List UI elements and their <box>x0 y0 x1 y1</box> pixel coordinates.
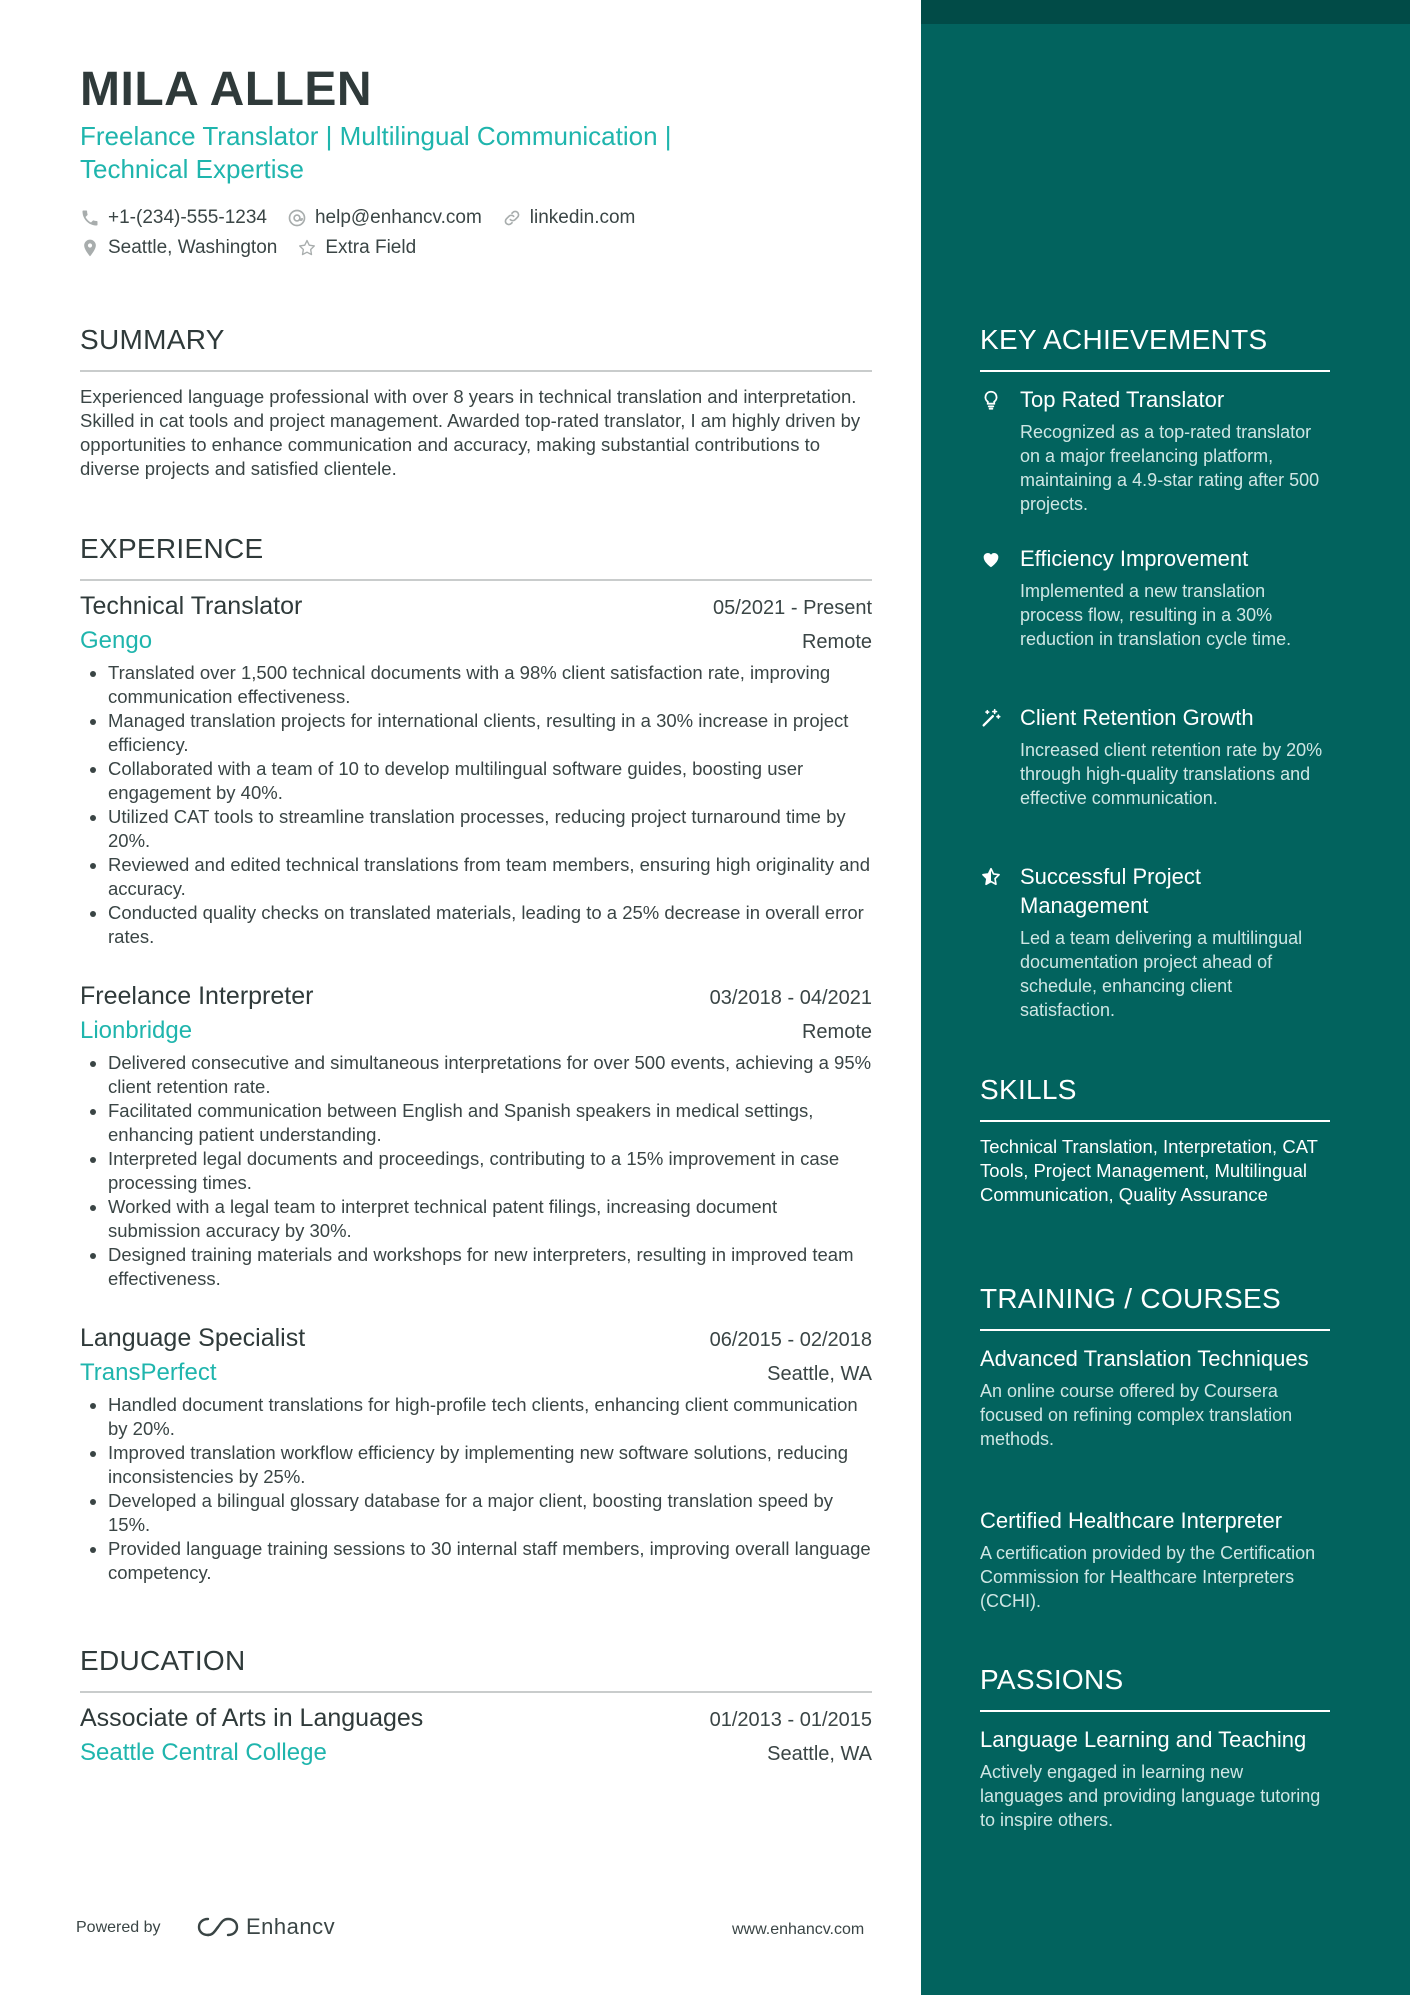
achievement-item <box>980 703 1330 810</box>
job-bullets <box>80 661 872 949</box>
lightbulb-icon <box>980 389 1002 411</box>
headline: Freelance Translator | Multilingual Communication | Technical Expertise <box>80 121 672 184</box>
job-bullet: • Developed a bilingual glossary database for a major client, boosting translation speed by 15%. <box>108 1489 872 1537</box>
enhancv-logo-icon <box>196 1915 240 1939</box>
achievements-divider <box>980 370 1330 372</box>
passion-desc: Actively engaged in learning new languages and providing language tutoring to inspire others. <box>980 1762 1321 1830</box>
job-bullet: • Designed training materials and workshops for new interpreters, resulting in improved team effectiveness. <box>108 1243 872 1291</box>
training-desc: An online course offered by Coursera focused on refining complex translation methods. <box>980 1381 1293 1449</box>
education-location: Seattle, WA <box>767 1743 872 1765</box>
job-bullet: • Collaborated with a team of 10 to develop multilingual software guides, boosting user engagement by 40%. <box>108 757 872 805</box>
achievement-item <box>980 544 1330 651</box>
job-bullet: • Handled document translations for high-profile tech clients, enhancing client communication by 20%. <box>108 1393 872 1441</box>
job-location: Remote <box>801 1021 872 1043</box>
contact-email[interactable] <box>287 207 482 229</box>
enhancv-logo[interactable] <box>196 1914 335 1940</box>
job-bullets <box>80 1393 872 1585</box>
summary-text: Experienced language professional with over 8 years in technical translation and interpretation. Skilled in cat tools and project management. Awarded top-rated translator, I am highly driven by opportunities to enhance communication and accuracy, making substantial contributions to diverse projects and satisfied clientele. <box>80 386 861 479</box>
enhancv-brand: Enhancv <box>246 1914 336 1939</box>
job-title: Language Specialist <box>80 1324 306 1352</box>
magic-wand-icon <box>980 707 1002 729</box>
job-date: 03/2018 - 04/2021 <box>709 987 872 1009</box>
contact-extra <box>297 237 416 259</box>
achievement-desc: Led a team delivering a multilingual documentation project ahead of schedule, enhancing client satisfaction. <box>1020 928 1303 1020</box>
achievement-desc: Recognized as a top-rated translator on a major freelancing platform, maintaining a 4.9-star rating after 500 projects. <box>1020 422 1320 514</box>
phone-text: +1-(234)-555-1234 <box>108 207 267 228</box>
passions-heading: PASSIONS <box>980 1664 1124 1695</box>
degree: Associate of Arts in Languages <box>80 1704 424 1732</box>
email-text: help@enhancv.com <box>314 207 482 228</box>
passion-title: Language Learning and Teaching <box>980 1727 1307 1752</box>
achievement-title: Successful Project Management <box>1020 864 1201 918</box>
training-title: Certified Healthcare Interpreter <box>980 1508 1283 1533</box>
job-bullet: • Delivered consecutive and simultaneous interpretations for over 500 events, achieving a 95% client retention rate. <box>108 1051 872 1099</box>
job-bullet: • Conducted quality checks on translated materials, leading to a 25% decrease in overall error rates. <box>108 901 872 949</box>
job-bullet: • Utilized CAT tools to streamline translation processes, reducing project turnaround time by 20%. <box>108 805 872 853</box>
achievement-desc: Increased client retention rate by 20% through high-quality translations and effective communication. <box>1020 740 1323 808</box>
training-heading: TRAINING / COURSES <box>980 1283 1281 1314</box>
heart-icon <box>980 548 1002 570</box>
candidate-name: MILA ALLEN <box>80 63 373 116</box>
star-half-icon <box>980 866 1002 888</box>
achievement-title: Top Rated Translator <box>1020 387 1225 412</box>
extra-field-text: Extra Field <box>325 237 417 258</box>
skills-heading: SKILLS <box>980 1074 1077 1105</box>
achievement-title: Efficiency Improvement <box>1020 546 1249 571</box>
location-text: Seattle, Washington <box>108 237 278 258</box>
contact-row-2 <box>80 237 436 259</box>
job-bullet: • Managed translation projects for international clients, resulting in a 30% increase in project efficiency. <box>108 709 872 757</box>
summary-heading: SUMMARY <box>80 324 225 355</box>
contact-location <box>80 237 277 259</box>
training-title: Advanced Translation Techniques <box>980 1346 1309 1371</box>
job-bullet: • Translated over 1,500 technical documents with a 98% client satisfaction rate, improving communication effectiveness. <box>108 661 872 709</box>
experience-heading: EXPERIENCE <box>80 533 264 564</box>
job-entry <box>80 982 872 1291</box>
job-bullet: • Interpreted legal documents and proceedings, contributing to a 15% improvement in case processing times. <box>108 1147 872 1195</box>
contact-linkedin[interactable] <box>502 207 636 229</box>
education-heading: EDUCATION <box>80 1645 246 1676</box>
job-title: Freelance Interpreter <box>80 982 314 1010</box>
location-pin-icon <box>80 238 100 258</box>
job-location: Remote <box>801 631 872 653</box>
school: Seattle Central College <box>80 1739 327 1766</box>
at-icon <box>287 208 307 228</box>
achievement-item <box>980 385 1330 516</box>
job-bullet: • Worked with a legal team to interpret technical patent filings, increasing document submission accuracy by 30%. <box>108 1195 872 1243</box>
education-date: 01/2013 - 01/2015 <box>709 1709 872 1731</box>
phone-icon <box>80 208 100 228</box>
job-bullet: • Improved translation workflow efficiency by implementing new software solutions, reducing inconsistencies by 25%. <box>108 1441 872 1489</box>
job-location: Seattle, WA <box>767 1363 872 1385</box>
achievement-item <box>980 862 1330 1022</box>
job-entry <box>80 592 872 949</box>
achievement-title: Client Retention Growth <box>1020 705 1254 730</box>
skills-text: Technical Translation, Interpretation, CAT Tools, Project Management, Multilingual Communication, Quality Assurance <box>980 1136 1318 1205</box>
training-desc: A certification provided by the Certification Commission for Healthcare Interpreters (CCHI). <box>980 1543 1316 1611</box>
contact-phone[interactable] <box>80 207 267 229</box>
education-divider <box>80 1691 872 1693</box>
job-title: Technical Translator <box>80 592 303 620</box>
job-company: Gengo <box>80 627 153 654</box>
skills-divider <box>980 1120 1330 1122</box>
job-entry <box>80 1324 872 1585</box>
job-bullets <box>80 1051 872 1291</box>
contact-row-1 <box>80 207 655 229</box>
footer-url[interactable]: www.enhancv.com <box>732 1921 865 1938</box>
job-date: 05/2021 - Present <box>713 597 872 619</box>
training-item <box>980 1344 1330 1451</box>
education-entry <box>80 1704 872 1767</box>
job-date: 06/2015 - 02/2018 <box>709 1329 872 1351</box>
summary-divider <box>80 370 872 372</box>
training-divider <box>980 1329 1330 1331</box>
experience-divider <box>80 579 872 581</box>
achievements-heading: KEY ACHIEVEMENTS <box>980 324 1268 355</box>
job-bullet: • Reviewed and edited technical translations from team members, ensuring high originality and accuracy. <box>108 853 872 901</box>
link-icon <box>502 208 522 228</box>
linkedin-text: linkedin.com <box>529 207 636 228</box>
job-bullet: • Facilitated communication between English and Spanish speakers in medical settings, enhancing patient understanding. <box>108 1099 872 1147</box>
star-outline-icon <box>297 238 317 258</box>
passion-item <box>980 1725 1330 1832</box>
job-company: Lionbridge <box>80 1017 193 1044</box>
job-bullet: • Provided language training sessions to 30 internal staff members, improving overall language competency. <box>108 1537 872 1585</box>
powered-by-label: Powered by <box>76 1919 161 1936</box>
job-company: TransPerfect <box>80 1359 217 1386</box>
achievement-desc: Implemented a new translation process flow, resulting in a 30% reduction in translation cycle time. <box>1020 581 1292 649</box>
training-item <box>980 1506 1330 1613</box>
passions-divider <box>980 1710 1330 1712</box>
sidebar-top-bar <box>921 0 1410 24</box>
